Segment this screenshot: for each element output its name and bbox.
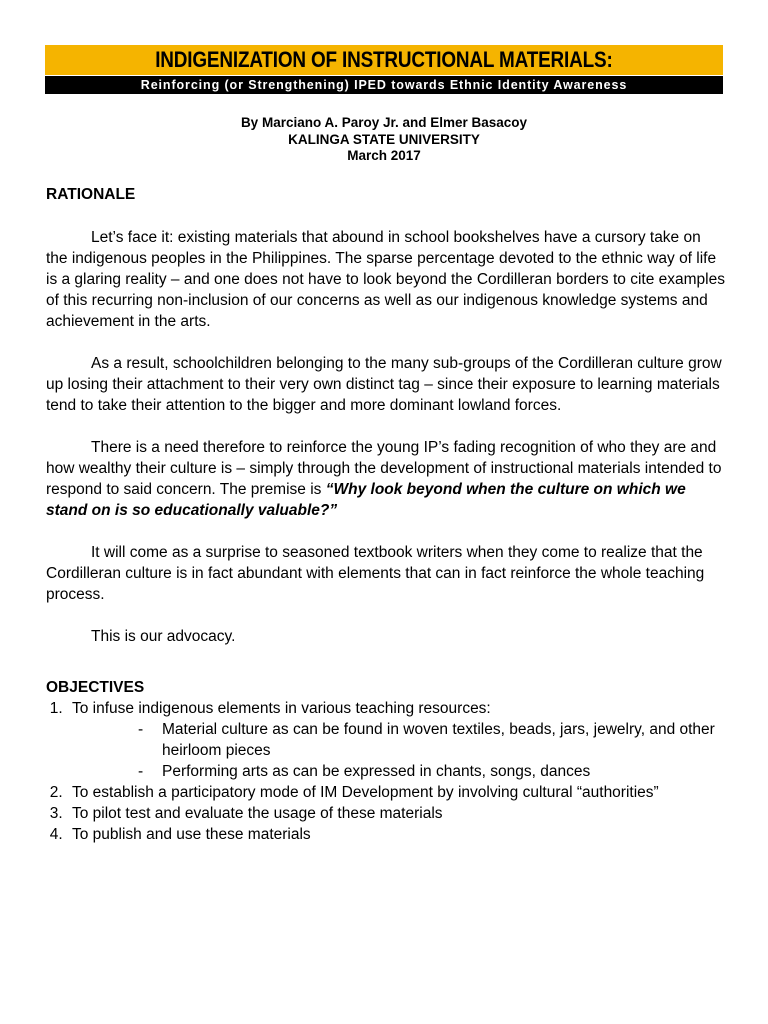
subtitle-bar [45, 76, 723, 94]
rationale-paragraph-3-text: There is a need therefore to reinforce the young IP’s fading recognition of who they are and how wealthy their culture is – simply through the development of instructional materials intended to respond to said concern. The premise is [46, 439, 722, 498]
objective-text: To infuse indigenous elements in various teaching resources: [72, 700, 491, 717]
rationale-paragraph-1: Let’s face it: existing materials that abound in school bookshelves have a cursory take on the indigenous peoples in the Philippines. The sparse percentage devoted to the ethnic way of life is a glaring reality – and one does not have to look beyond the Cordilleran borders to cite examples of this recurring non-inclusion of our concerns as well as our indigenous knowledge systems and achievement in the arts. [46, 229, 725, 330]
objective-item: 4. To publish and use these materials [67, 824, 726, 845]
title-banner [45, 45, 723, 75]
objectives-heading: OBJECTIVES [46, 679, 145, 696]
byline [0, 115, 768, 165]
rationale-paragraph-3 [46, 437, 726, 521]
document-subtitle: Reinforcing (or Strengthening) IPED towards Ethnic Identity Awareness [140, 78, 628, 92]
rationale-paragraph-5: This is our advocacy. [91, 628, 236, 645]
institution: KALINGA STATE UNIVERSITY [288, 131, 480, 147]
objective-sublist [72, 719, 726, 782]
objective-item: 2. To establish a participatory mode of IM Development by involving cultural “authorities” [67, 782, 726, 803]
authors: By Marciano A. Paroy Jr. and Elmer Basacoy [240, 115, 528, 130]
rationale-heading: RATIONALE [46, 186, 136, 203]
objective-item: 3. To pilot test and evaluate the usage of these materials [67, 803, 726, 824]
date: March 2017 [347, 148, 421, 163]
document-body [46, 184, 726, 845]
objective-item [67, 698, 726, 782]
rationale-paragraph-2: As a result, schoolchildren belonging to the many sub-groups of the Cordilleran culture grow up losing their attachment to their very own distinct tag – since their exposure to learning materials tend to take their attention to the bigger and more dominant lowland forces. [46, 355, 722, 414]
rationale-paragraph-4: It will come as a surprise to seasoned textbook writers when they come to realize that the Cordilleran culture is in fact abundant with elements that can in fact reinforce the whole teaching process. [46, 544, 705, 603]
objective-subitem: - Performing arts as can be expressed in chants, songs, dances [138, 761, 726, 782]
objective-subitem: - Material culture as can be found in woven textiles, beads, jars, jewelry, and other heirloom pieces [138, 719, 726, 761]
premise-quote: “Why look beyond when the culture on which we stand on is so educationally valuable?” [46, 481, 686, 519]
objectives-list [46, 698, 726, 845]
document-title: INDIGENIZATION OF INSTRUCTIONAL MATERIALS: [155, 47, 613, 72]
